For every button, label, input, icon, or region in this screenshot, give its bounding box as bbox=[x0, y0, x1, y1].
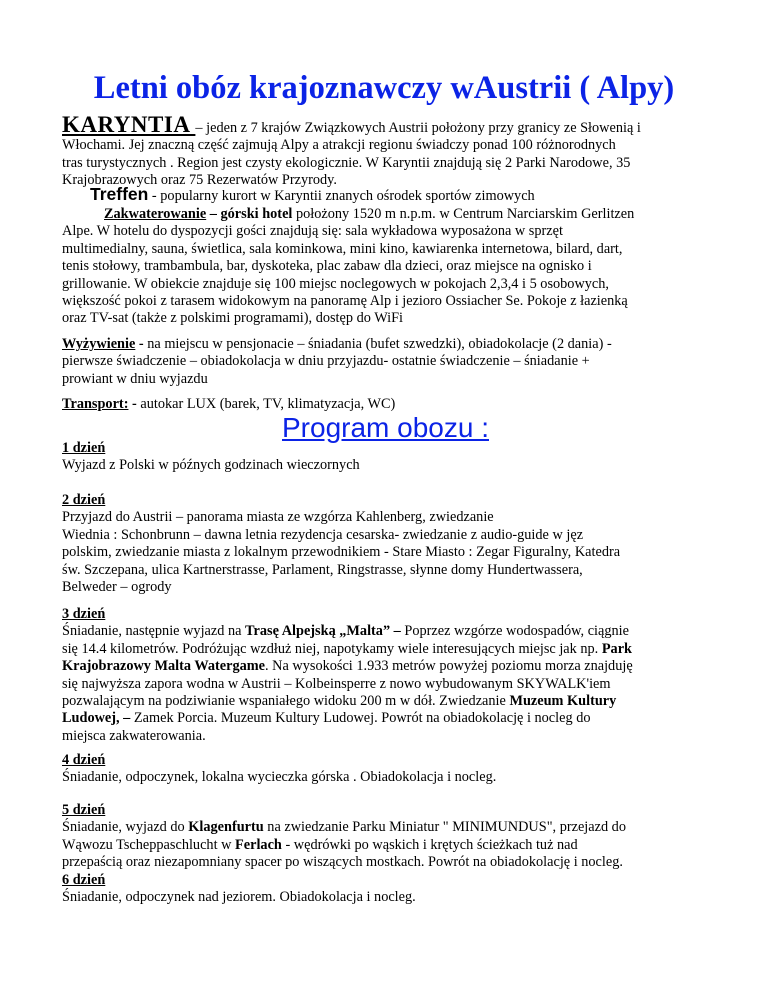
transport-label: Transport: bbox=[62, 396, 129, 412]
day-text bbox=[62, 837, 708, 854]
region-name: KARYNTIA bbox=[62, 112, 196, 137]
accommodation-line: tenis stołowy, trambambula, bar, dyskoteka, plac zabaw dla dzieci, oraz miejsce na ognisko i bbox=[62, 258, 592, 275]
day-text bbox=[62, 641, 708, 658]
day-text: polskim, zwiedzanie miasta z lokalnym przewodnikiem - Stare Miasto : Zegar Figuralny, Katedra bbox=[62, 544, 621, 561]
transport-line bbox=[62, 396, 708, 413]
accommodation-label: Zakwaterowanie bbox=[104, 206, 207, 222]
day5-text-part: Wąwozu Tscheppaschlucht w bbox=[62, 836, 236, 853]
day3-text-part: Poprzez wzgórze wodospadów, ciągnie bbox=[400, 623, 629, 640]
park-bold: Park bbox=[601, 640, 633, 657]
day-text bbox=[62, 693, 708, 710]
treffen-name: Treffen bbox=[90, 184, 149, 204]
day-label: 3 dzień bbox=[62, 606, 106, 622]
treffen-desc: - popularny kurort w Karyntii znanych ośrodek sportów zimowych bbox=[148, 188, 535, 204]
day-3 bbox=[62, 606, 708, 745]
day-label: 4 dzień bbox=[62, 752, 106, 768]
meals-line bbox=[62, 336, 708, 353]
day-text bbox=[62, 658, 708, 675]
day3-text-part: się 14.4 kilometrów. Podróżując wzdłuż niej, napotykamy wiele interesujących miejsc jak np. bbox=[62, 640, 602, 657]
accommodation-line1-text: położony 1520 m n.p.m. w Centrum Narciarskim Gerlitzen bbox=[292, 206, 635, 222]
meals-line: pierwsze świadczenie – obiadokolacja w dniu przyjazdu- ostatnie świadczenie – śniadanie + bbox=[62, 353, 590, 370]
intro-line bbox=[62, 112, 708, 137]
meals-label: Wyżywienie bbox=[62, 336, 136, 352]
dash-bold: – bbox=[119, 710, 131, 727]
ludowej-bold: Ludowej, bbox=[62, 710, 120, 727]
day3-text-part: Śniadanie, następnie wyjazd na bbox=[62, 623, 246, 640]
day-text bbox=[62, 623, 708, 640]
malta-watergame: Krajobrazowy Malta Watergame bbox=[62, 658, 266, 675]
day-label: 1 dzień bbox=[62, 440, 106, 456]
day-label: 6 dzień bbox=[62, 872, 106, 888]
meals-line1-text: na miejscu w pensjonacie – śniadania (bufet szwedzki), obiadokolacje (2 dania) - bbox=[143, 336, 612, 352]
day-text bbox=[62, 819, 708, 836]
day3-text-part: pozwalającym na podziwianie wspaniałego widoku 200 m w dół. Zwiedzanie bbox=[62, 693, 510, 710]
ferlach: Ferlach bbox=[235, 836, 282, 853]
accommodation-line bbox=[62, 206, 708, 223]
day-text: św. Szczepana, ulica Kartnerstrasse, Parlament, Ringstrasse, słynne domy Hundertwassera, bbox=[62, 561, 583, 578]
intro-paragraph bbox=[62, 112, 708, 190]
accommodation-label-rest: – górski hotel bbox=[206, 206, 293, 222]
day-2 bbox=[62, 492, 708, 596]
treffen-line bbox=[90, 186, 736, 205]
day-4 bbox=[62, 752, 708, 787]
meals-label-rest: - bbox=[135, 336, 144, 352]
day3-text-part: . Na wysokości 1.933 metrów powyżej poziomu morza znajduję bbox=[265, 658, 633, 675]
day3-text-part: Zamek Porcia. Muzeum Kultury Ludowej. Powrót na obiadokolację i nocleg do bbox=[130, 710, 591, 727]
day-text: Śniadanie, odpoczynek nad jeziorem. Obiadokolacja i nocleg. bbox=[62, 889, 416, 906]
meals-line: prowiant w dniu wyjazdu bbox=[62, 370, 208, 387]
intro-line: tras turystycznych . Region jest czysty ekologicznie. W Karyntii znajdują się 2 Parki Narodowe, 35 bbox=[62, 154, 631, 171]
day-text bbox=[62, 710, 708, 727]
intro-line: Włochami. Jej znaczną część zajmują Alpy a atrakcji regionu świadczy ponad 100 różnorodnych bbox=[62, 137, 616, 154]
day-text: Wyjazd z Polski w późnych godzinach wieczornych bbox=[62, 457, 360, 474]
muzeum-kultury: Muzeum Kultury bbox=[509, 693, 617, 710]
accommodation-line: Alpe. W hotelu do dyspozycji gości znajdują się: sala wykładowa wyposażona w sprzęt bbox=[62, 223, 563, 240]
day-label: 5 dzień bbox=[62, 802, 106, 818]
meals-paragraph bbox=[62, 336, 708, 388]
day-label: 2 dzień bbox=[62, 492, 106, 508]
day-text: Wiednia : Schonbrunn – dawna letnia rezydencja cesarska- zwiedzanie z audio-guide w jęz bbox=[62, 526, 584, 543]
day-text: się najwyższa zapora wodna w Austrii – Kolbeinsperre z nowo wybudowanym SKYWALK'iem bbox=[62, 675, 611, 692]
day5-text-part: Śniadanie, wyjazd do bbox=[62, 819, 189, 836]
accommodation-line: multimedialny, sauna, świetlica, sala kominkowa, mini kino, kawiarenka internetowa, bilard, dart, bbox=[62, 240, 623, 257]
day-1 bbox=[62, 440, 708, 475]
day-5 bbox=[62, 802, 708, 872]
page-title: Letni obóz krajoznawczy wAustrii ( Alpy) bbox=[93, 70, 675, 106]
trasa-alpejska-malta: Trasę Alpejską „Malta” – bbox=[245, 623, 401, 640]
day5-text-part: - wędrówki po wąskich i krętych ścieżkach tuż nad bbox=[281, 836, 578, 853]
accommodation-line: większość pokoi z tarasem widokowym na panoramę Alp i jezioro Ossiacher Se. Pokoje z łazienką bbox=[62, 293, 628, 310]
transport-label-rest: - bbox=[128, 396, 137, 412]
program-heading: Program obozu : bbox=[282, 412, 489, 443]
day-text: Przyjazd do Austrii – panorama miasta ze wzgórza Kahlenberg, zwiedzanie bbox=[62, 509, 494, 526]
day-text: Śniadanie, odpoczynek, lokalna wycieczka górska . Obiadokolacja i nocleg. bbox=[62, 769, 497, 786]
day5-text-part: na zwiedzanie Parku Miniatur " MINIMUNDUS", przejazd do bbox=[263, 819, 626, 836]
day-6 bbox=[62, 872, 708, 907]
klagenfurt: Klagenfurtu bbox=[188, 819, 264, 836]
day-text: miejsca zakwaterowania. bbox=[62, 727, 206, 744]
day-text: przepaścią oraz niezapomniany spacer po wiszących mostkach. Powrót na obiadokolację i nocleg. bbox=[62, 854, 623, 871]
day-text: Belweder – ogrody bbox=[62, 579, 172, 596]
accommodation-line: grillowanie. W obiekcie znajduje się 100 miejsc noclegowych w pokojach 2,3,4 i 5 osobowych, bbox=[62, 275, 609, 292]
intro-line: Krajobrazowych oraz 75 Rezerwatów Przyrody. bbox=[62, 172, 337, 189]
accommodation-paragraph bbox=[62, 206, 708, 328]
accommodation-line: oraz TV-sat (także z polskimi programami), dostęp do WiFi bbox=[62, 310, 404, 327]
intro-line1-text: – jeden z 7 krajów Związkowych Austrii położony przy granicy ze Słowenią i bbox=[195, 120, 641, 136]
transport-text: autokar LUX (barek, TV, klimatyzacja, WC) bbox=[136, 396, 396, 412]
